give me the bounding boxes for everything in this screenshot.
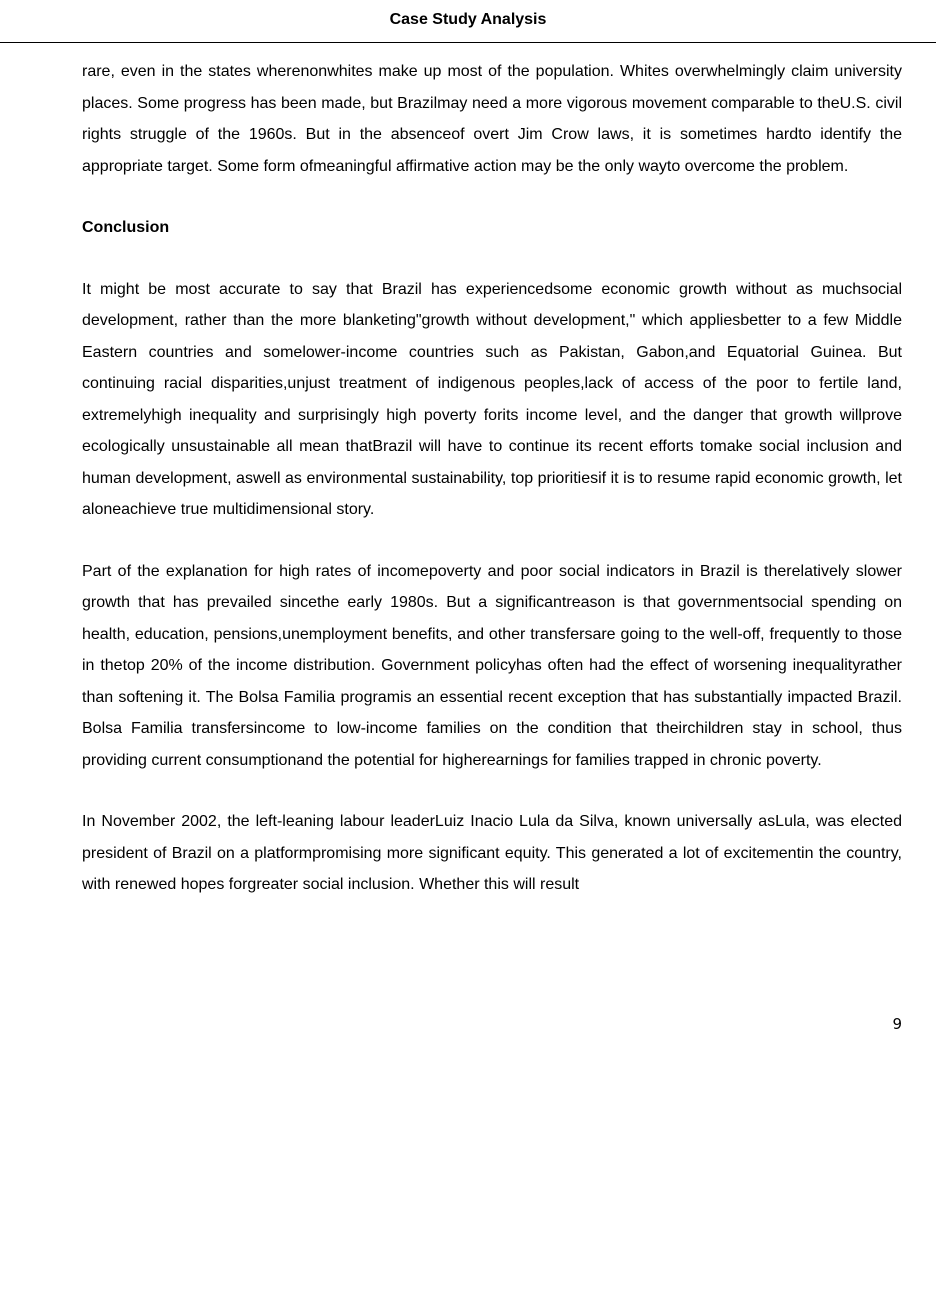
page-header-title: Case Study Analysis (389, 11, 547, 28)
paragraph-3: Part of the explanation for high rates of incomepoverty and poor social indicators in Brazil is therelatively slower growth that has prevailed sincethe early 1980s. But a significantreason is that governmentsocial spending on health, education, pensions,unemployment benefits, and other transfersare going to the well-off, frequently to those in thetop 20% of the income distribution. Government policyhas often had the effect of worsening inequalityrather than softening it. The Bolsa Familia programis an essential recent exception that has substantially impacted Brazil. Bolsa Familia transfersincome to low-income families on the condition that theirchildren stay in school, thus providing current consumptionand the potential for higherearnings for families trapped in chronic poverty. (82, 562, 902, 769)
paragraph-2: It might be most accurate to say that Brazil has experiencedsome economic growth without as muchsocial development, rather than the more blanketing"growth without development," which appliesbetter to a few Middle Eastern countries and somelower-income countries such as Pakistan, Gabon,and Equatorial Guinea. But continuing racial disparities,unjust treatment of indigenous peoples,lack of access of the poor to fertile land, extremelyhigh inequality and surprisingly high poverty forits income level, and the danger that growth willprove ecologically unsustainable all mean thatBrazil will have to continue its recent efforts tomake social inclusion and human development, aswell as environmental sustainability, top prioritiesif it is to resume rapid economic growth, let aloneachieve true multidimensional story. (82, 280, 902, 518)
document-body (82, 56, 902, 931)
paragraph-4: In November 2002, the left-leaning labour leaderLuiz Inacio Lula da Silva, known universally asLula, was elected president of Brazil on a platformpromising more significant equity. This generated a lot of excitementin the country, with renewed hopes forgreater social inclusion. Whether this will result (82, 813, 902, 893)
section-heading-conclusion: Conclusion (82, 219, 170, 236)
page-number: 9 (892, 1015, 902, 1033)
header-divider (0, 42, 936, 43)
paragraph-1: rare, even in the states wherenonwhites make up most of the population. Whites overwhelmingly claim university places. Some progress has been made, but Brazilmay need a more vigorous movement comparable to theU.S. civil rights struggle of the 1960s. But in the absenceof overt Jim Crow laws, it is sometimes hardto identify the appropriate target. Some form ofmeaningful affirmative action may be the only wayto overcome the problem. (82, 63, 902, 175)
